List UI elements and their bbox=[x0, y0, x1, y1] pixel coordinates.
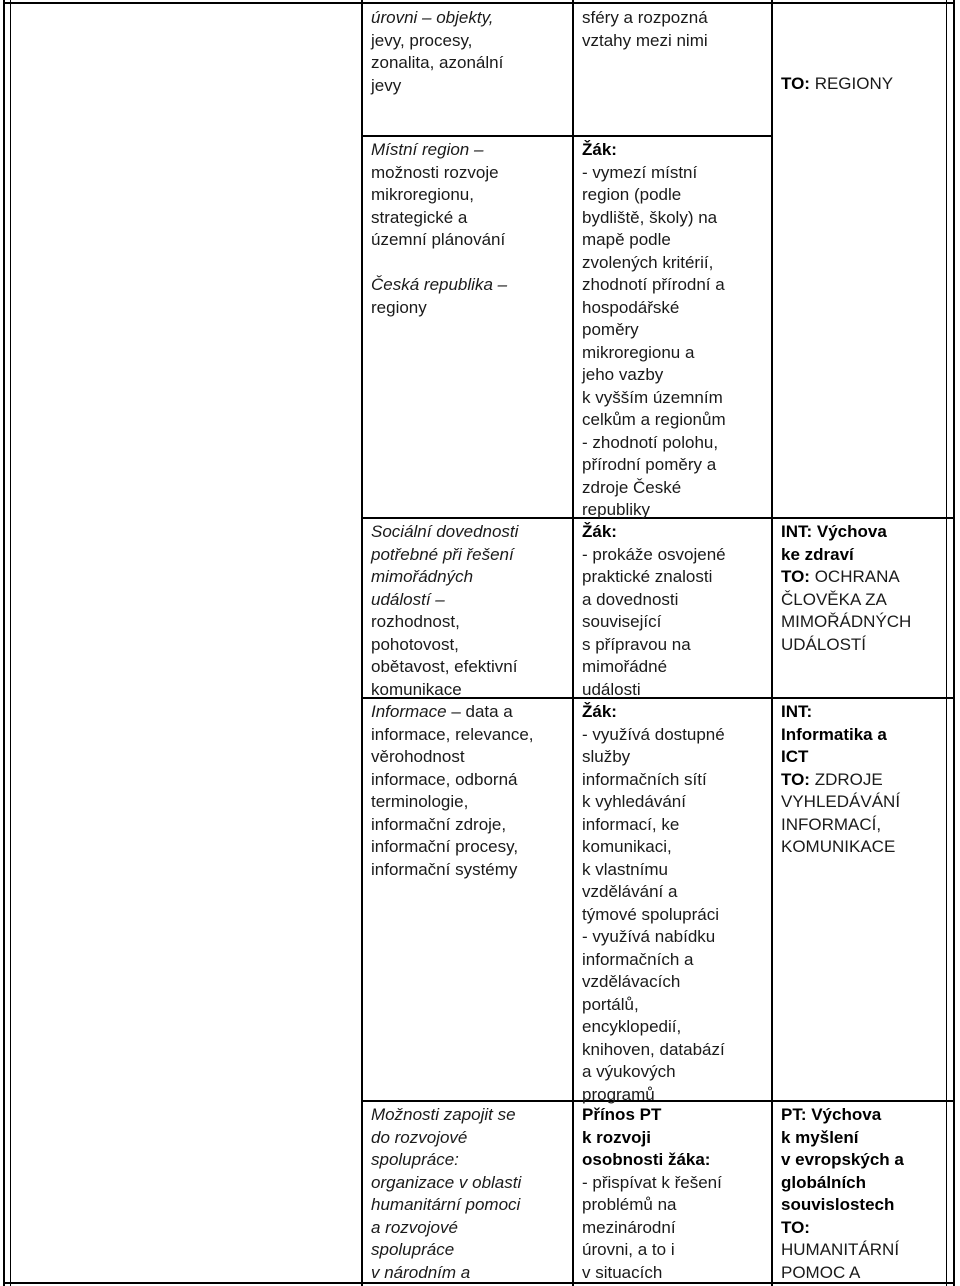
row2-outcome-line: události bbox=[582, 679, 641, 699]
top-row-outcome bbox=[582, 7, 708, 52]
row3-outcome-line: komunikaci, bbox=[582, 837, 672, 856]
top-row-topic bbox=[371, 7, 503, 97]
row3-outcome-line: služby bbox=[582, 747, 631, 766]
top-row-topic-line: úrovni – objekty, bbox=[371, 8, 494, 27]
row3-outcome-line: informačních a bbox=[582, 949, 694, 969]
row3-topic-line: informace, relevance, bbox=[371, 724, 534, 744]
row2-outcome-line: a dovednosti bbox=[582, 589, 679, 609]
row1-outcome-line: celkům a regionům bbox=[582, 410, 726, 429]
row4-link-line: v evropských a bbox=[781, 1150, 904, 1169]
row2-outcome-line: související bbox=[582, 612, 662, 631]
row3-outcome-line: programů bbox=[582, 1084, 655, 1104]
row3-topic-line: informační zdroje, bbox=[371, 814, 507, 834]
top-row-link-line bbox=[781, 73, 893, 96]
row1-outcome-line: - vymezí místní bbox=[582, 162, 698, 182]
row4-outcome bbox=[582, 1104, 722, 1284]
row3-topic-line: věrohodnost bbox=[371, 747, 465, 766]
row1-outcome-line: - zhodnotí polohu, bbox=[582, 432, 719, 452]
row1-outcome-line: poměry bbox=[582, 320, 639, 339]
row3-link-line: KOMUNIKACE bbox=[781, 837, 896, 856]
row1-topic-line: možnosti rozvoje bbox=[371, 162, 499, 182]
table-border-right-outer bbox=[953, 0, 955, 1286]
row4-link-line: souvislostech bbox=[781, 1195, 895, 1214]
row2-outcome bbox=[582, 521, 726, 701]
row3-outcome-heading: Žák: bbox=[582, 702, 617, 721]
row4-outcome-heading: osobnosti žáka: bbox=[582, 1150, 711, 1169]
row2-link-line: TO: OCHRANA bbox=[781, 567, 900, 586]
row2-link bbox=[781, 521, 911, 656]
row4-topic-line: organizace v oblasti bbox=[371, 1172, 522, 1192]
row3-outcome-line: k vyhledávání bbox=[582, 792, 686, 811]
row2-topic-line: událostí – bbox=[371, 589, 445, 609]
row2-link-line: ČLOVĚKA ZA bbox=[781, 589, 887, 609]
row1-topic-line: územní plánování bbox=[371, 230, 506, 249]
top-row-link bbox=[781, 73, 893, 96]
row1-outcome-line: k vyšším územním bbox=[582, 387, 723, 407]
row4-topic-line: spolupráce bbox=[371, 1240, 455, 1259]
row2-outcome-line: s přípravou na bbox=[582, 634, 691, 654]
row3-outcome-line: encyklopedií, bbox=[582, 1017, 682, 1036]
row3-outcome-line: informací, ke bbox=[582, 814, 680, 834]
table-border-left-inner bbox=[10, 0, 11, 1286]
row3-outcome-line: - využívá nabídku bbox=[582, 927, 716, 946]
row1-topic-line: mikroregionu, bbox=[371, 185, 474, 204]
row1-outcome-heading: Žák: bbox=[582, 140, 617, 159]
row2-link-line: MIMOŘÁDNÝCH bbox=[781, 612, 912, 631]
row2-outcome-line: mimořádné bbox=[582, 657, 668, 676]
table-border-right-inner bbox=[946, 0, 947, 1286]
row4-link-line: PT: Výchova bbox=[781, 1105, 882, 1124]
table-border-col3 bbox=[771, 0, 773, 1286]
row4-topic-line: humanitární pomoci bbox=[371, 1195, 521, 1214]
row3-outcome-line: vzdělávacích bbox=[582, 972, 681, 991]
row4-topic-line: do rozvojové bbox=[371, 1127, 468, 1147]
row2-link-line: UDÁLOSTÍ bbox=[781, 634, 867, 654]
row2-topic-line: obětavost, efektivní bbox=[371, 657, 518, 676]
row2-topic-line: pohotovost, bbox=[371, 634, 459, 654]
row2-topic-line: potřebné při řešení bbox=[371, 544, 514, 564]
row2-topic-line: komunikace bbox=[371, 679, 462, 699]
row4-outcome-line: problémů na bbox=[582, 1195, 677, 1214]
row4-outcome-line: mezinárodní bbox=[582, 1217, 676, 1237]
row4-topic-line: Možnosti zapojit se bbox=[371, 1105, 516, 1124]
row2-outcome-heading: Žák: bbox=[582, 522, 617, 541]
row-divider-1 bbox=[361, 135, 773, 137]
row1-topic-line: regiony bbox=[371, 297, 427, 317]
top-row-topic-line: zonalita, azonální bbox=[371, 53, 504, 72]
row3-outcome bbox=[582, 701, 725, 1106]
top-row-topic-line: jevy bbox=[371, 75, 402, 95]
row4-link-line: k myšlení bbox=[781, 1127, 859, 1147]
row1-topic-spacer bbox=[371, 252, 507, 275]
row1-outcome-line: region (podle bbox=[582, 185, 682, 204]
row1-outcome-line: jeho vazby bbox=[582, 365, 664, 384]
row3-outcome-line: k vlastnímu bbox=[582, 859, 668, 879]
row3-link bbox=[781, 701, 900, 859]
row4-topic-line: v národním a bbox=[371, 1262, 471, 1282]
row2-topic bbox=[371, 521, 518, 701]
row3-topic-line: Informace – data a bbox=[371, 702, 513, 721]
row2-link-line: INT: Výchova bbox=[781, 522, 887, 541]
row1-topic-line: Místní region – bbox=[371, 140, 484, 159]
row3-link-line: INFORMACÍ, bbox=[781, 814, 882, 834]
row3-outcome-line: portálů, bbox=[582, 994, 639, 1014]
row1-topic-line: strategické a bbox=[371, 207, 468, 227]
row1-outcome bbox=[582, 139, 726, 522]
row3-link-line: ICT bbox=[781, 747, 809, 766]
top-row-outcome-line: vztahy mezi nimi bbox=[582, 30, 708, 50]
to-prefix: TO: bbox=[781, 769, 810, 789]
to-prefix: TO: bbox=[781, 74, 810, 93]
row2-topic-line: mimořádných bbox=[371, 567, 474, 586]
row3-outcome-line: týmové spolupráci bbox=[582, 904, 720, 924]
row1-outcome-line: hospodářské bbox=[582, 297, 680, 317]
row4-topic bbox=[371, 1104, 521, 1284]
row4-outcome-line: úrovni, a to i bbox=[582, 1240, 675, 1259]
row2-outcome-line: praktické znalosti bbox=[582, 567, 713, 586]
table-border-col1 bbox=[361, 0, 363, 1286]
row3-link-line: Informatika a bbox=[781, 724, 887, 744]
row1-topic-line: Česká republika – bbox=[371, 275, 508, 294]
row3-topic-line: informační systémy bbox=[371, 859, 518, 879]
to-regiony: REGIONY bbox=[809, 74, 894, 93]
row3-link-line: VYHLEDÁVÁNÍ bbox=[781, 792, 901, 811]
row4-link-line: POMOC A bbox=[781, 1262, 861, 1282]
row2-topic-line: Sociální dovednosti bbox=[371, 522, 519, 541]
row4-outcome-line: v situacích bbox=[582, 1262, 663, 1282]
row3-topic-line: informační procesy, bbox=[371, 837, 519, 856]
row1-outcome-line: zdroje České bbox=[582, 477, 682, 497]
row4-link-line: HUMANITÁRNÍ bbox=[781, 1240, 900, 1259]
row1-outcome-line: mapě podle bbox=[582, 230, 671, 249]
topic-lead-word: Informace bbox=[371, 702, 447, 721]
row3-topic-line: informace, odborná bbox=[371, 769, 518, 789]
to-prefix: TO: bbox=[781, 567, 810, 586]
row1-outcome-line: přírodní poměry a bbox=[582, 455, 717, 474]
row4-link-line: globálních bbox=[781, 1172, 866, 1192]
row1-outcome-line: zhodnotí přírodní a bbox=[582, 275, 725, 294]
row4-topic-line: a rozvojové bbox=[371, 1217, 458, 1237]
row4-link bbox=[781, 1104, 904, 1284]
row3-topic bbox=[371, 701, 534, 881]
table-border-left-outer bbox=[3, 0, 5, 1286]
top-row-outcome-line: sféry a rozpozná bbox=[582, 8, 708, 27]
row1-topic bbox=[371, 139, 507, 319]
row1-outcome-line: mikroregionu a bbox=[582, 342, 695, 362]
table-border-top bbox=[3, 2, 955, 4]
row4-outcome-heading: Přínos PT bbox=[582, 1105, 662, 1124]
row3-link-line: INT: bbox=[781, 702, 813, 721]
row3-outcome-line: knihoven, databází bbox=[582, 1039, 725, 1059]
row3-outcome-line: - využívá dostupné bbox=[582, 724, 725, 744]
row1-outcome-line: republiky bbox=[582, 500, 651, 519]
row3-outcome-line: a výukových bbox=[582, 1062, 676, 1081]
row3-outcome-line: informačních sítí bbox=[582, 769, 707, 789]
row4-outcome-heading: k rozvoji bbox=[582, 1127, 651, 1147]
row3-outcome-line: vzdělávání a bbox=[582, 882, 678, 901]
table-border-col2 bbox=[572, 0, 574, 1286]
row4-topic-line: spolupráce: bbox=[371, 1150, 459, 1169]
row2-link-line: ke zdraví bbox=[781, 544, 854, 564]
row3-topic-line: terminologie, bbox=[371, 792, 469, 811]
row4-outcome-line: - přispívat k řešení bbox=[582, 1172, 722, 1192]
row1-outcome-line: bydliště, školy) na bbox=[582, 207, 718, 227]
row2-topic-line: rozhodnost, bbox=[371, 612, 460, 631]
row3-link-line: TO: ZDROJE bbox=[781, 769, 883, 789]
row2-outcome-line: - prokáže osvojené bbox=[582, 544, 726, 564]
row1-outcome-line: zvolených kritérií, bbox=[582, 252, 714, 272]
row4-link-line: TO: bbox=[781, 1217, 810, 1237]
top-row-topic-line: jevy, procesy, bbox=[371, 30, 473, 50]
